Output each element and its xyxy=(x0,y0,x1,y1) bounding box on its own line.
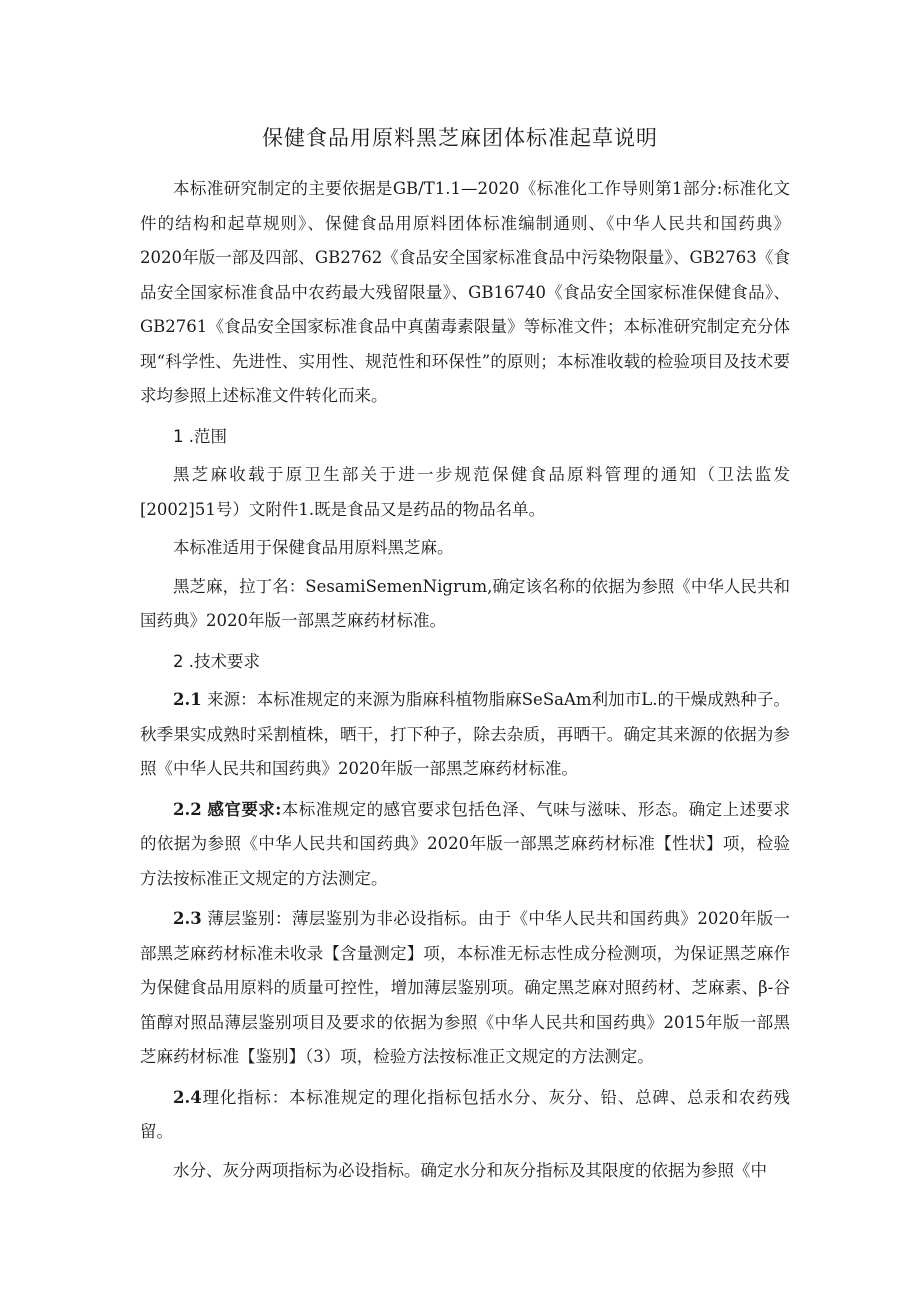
clause-label: 薄层鉴别： xyxy=(207,909,292,928)
section-heading-scope: 1 .范围 xyxy=(173,426,227,446)
clause-label: 来源： xyxy=(207,690,257,709)
scope-paragraph-2: 本标准适用于保健食品用原料黑芝麻。 xyxy=(173,538,454,557)
scope-paragraph-3: 黑芝麻，拉丁名：SesamiSemenNigrum,确定该名称的依据为参照《中华人民共和国药典》2020年版一部黑芝麻药材标准。 xyxy=(140,576,790,630)
document-title: 保健食品用原料黑芝麻团体标准起草说明 xyxy=(262,126,658,150)
clause-label: 理化指标： xyxy=(201,1087,290,1107)
clause-2-4-paragraph-2: 水分、灰分两项指标为必设指标。确定水分和灰分指标及其限度的依据为参照《中 xyxy=(173,1160,767,1180)
clause-text: 本标准规定的来源为脂麻科植物脂麻SeSaAm利加市L.的干燥成熟种子。秋季果实成熟时采割植株，晒干，打下种子，除去杂质，再晒干。确定其来源的依据为参照《中华人民共和国药典》2020年版一部黑芝麻药材标准。 xyxy=(140,690,790,778)
clause-number: 2.2 xyxy=(173,799,202,819)
clause-text: 本标准规定的感官要求包括色泽、气味与滋味、形态。确定上述要求的依据为参照《中华人民共和国药典》2020年版一部黑芝麻药材标准【性状】项，检验方法按标准正文规定的方法测定。 xyxy=(140,799,791,888)
section-heading-technical-requirements: 2 .技术要求 xyxy=(173,651,260,671)
clause-text: 薄层鉴别为非必设指标。由于《中华人民共和国药典》2020年版一部黑芝麻药材标准未收录【含量测定】项，本标准无标志性成分检测项，为保证黑芝麻作为保健食品用原料的质量可控性，增加薄层鉴别项。确定黑芝麻对照药材、芝麻素、β-谷笛醇对照品薄层鉴别项目及要求的依据为参照《中华人民共和国药典》2015年版一部黑芝麻药材标准【鉴别】（3）项，检验方法按标准正文规定的方法测定。 xyxy=(140,909,790,1066)
clause-2-1 xyxy=(140,683,790,787)
clause-number: 2.3 xyxy=(173,909,202,928)
clause-2-4 xyxy=(140,1081,790,1150)
clause-2-3 xyxy=(140,902,790,1075)
clause-text: 本标准规定的理化指标包括水分、灰分、铅、总碑、总汞和农药残留。 xyxy=(140,1087,791,1141)
clause-label: 感官要求: xyxy=(207,799,282,819)
scope-paragraph-1: 黑芝麻收载于原卫生部关于进一步规范保健食品原料管理的通知（卫法监发[2002]51号）文附件1.既是食品又是药品的物品名单。 xyxy=(140,465,790,519)
clause-2-2 xyxy=(140,793,790,897)
intro-paragraph: 本标准研究制定的主要依据是GB/T1.1—2020《标准化工作导则第1部分:标准化文件的结构和起草规则》、保健食品用原料团体标准编制通则、《中华人民共和国药典》2020年版一部及四部、GB2762《食品安全国家标准食品中污染物限量》、GB2763《食品安全国家标准食品中农药最大残留限量》、GB16740《食品安全国家标准保健食品》、GB2761《食品安全国家标准食品中真菌毒素限量》等标准文件；本标准研究制定充分体现“科学性、先进性、实用性、规范性和环保性”的原则；本标准收载的检验项目及技术要求均参照上述标准文件转化而来。 xyxy=(140,179,790,405)
clause-number: 2.1 xyxy=(173,690,202,709)
clause-number: 2.4 xyxy=(173,1087,202,1107)
document-body xyxy=(140,172,790,1188)
